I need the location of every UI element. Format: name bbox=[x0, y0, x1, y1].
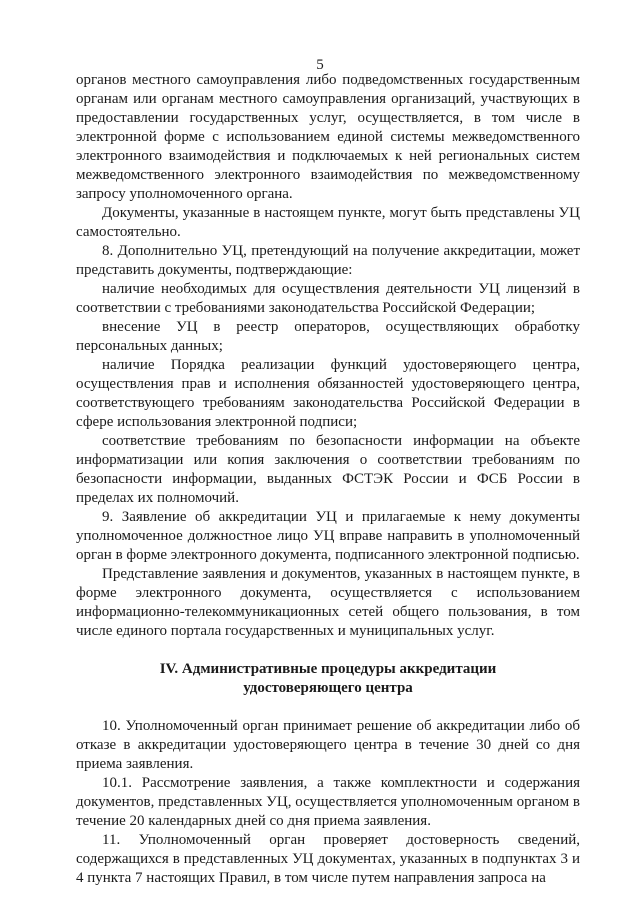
paragraph: наличие Порядка реализации функций удостоверяющего центра, осуществления прав и исполнения обязанностей удостоверяющего центра, соответствующего требованиям законодательства Российской Федерации в сфере использования электронной подписи; bbox=[76, 357, 580, 430]
paragraph: соответствие требованиям по безопасности информации на объекте информатизации или копия заключения о соответствии требованиям по безопасности информации, выданных ФСТЭК России и ФСБ России в пределах их полномочий. bbox=[76, 433, 580, 506]
paragraph-item-8: 8. Дополнительно УЦ, претендующий на получение аккредитации, может представить документы, подтверждающие: bbox=[76, 243, 580, 278]
paragraph-item-11: 11. Уполномоченный орган проверяет достоверность сведений, содержащихся в представленных УЦ документах, указанных в подпунктах 3 и 4 пункта 7 настоящих Правил, в том числе путем направления запроса на bbox=[76, 832, 580, 886]
paragraph-item-9: 9. Заявление об аккредитации УЦ и прилагаемые к нему документы уполномоченное должностное лицо УЦ вправе направить в уполномоченный орган в форме электронного документа, подписанного электронной подписью. bbox=[76, 509, 580, 563]
paragraph-continuation: органов местного самоуправления либо подведомственных государственным органам или органам местного самоуправления организаций, участвующих в предоставлении государственных услуг, осуществляется, в том числе в электронной форме с использованием единой системы межведомственного электронного взаимодействия и подключаемых к ней региональных систем межведомственного электронного взаимодействия по межведомственному запросу уполномоченного органа. bbox=[76, 72, 580, 202]
paragraph: внесение УЦ в реестр операторов, осуществляющих обработку персональных данных; bbox=[76, 319, 580, 354]
paragraph-item-10-1: 10.1. Рассмотрение заявления, а также комплектности и содержания документов, представленных УЦ, осуществляется уполномоченным органом в течение 20 календарных дней со дня приема заявления. bbox=[76, 775, 580, 829]
page-number: 5 bbox=[316, 57, 324, 73]
paragraph: наличие необходимых для осуществления деятельности УЦ лицензий в соответствии с требованиями законодательства Российской Федерации; bbox=[76, 281, 580, 316]
paragraph-item-10: 10. Уполномоченный орган принимает решение об аккредитации либо об отказе в аккредитации удостоверяющего центра в течение 30 дней со дня приема заявления. bbox=[76, 718, 580, 772]
paragraph: Представление заявления и документов, указанных в настоящем пункте, в форме электронного документа, осуществляется с использованием информационно-телекоммуникационных сетей общего пользования, в том числе единого портала государственных и муниципальных услуг. bbox=[76, 566, 580, 639]
paragraph: Документы, указанные в настоящем пункте, могут быть представлены УЦ самостоятельно. bbox=[76, 205, 580, 240]
document-body bbox=[76, 71, 580, 888]
section-heading: IV. Административные процедуры аккредитации удостоверяющего центра bbox=[159, 661, 497, 696]
